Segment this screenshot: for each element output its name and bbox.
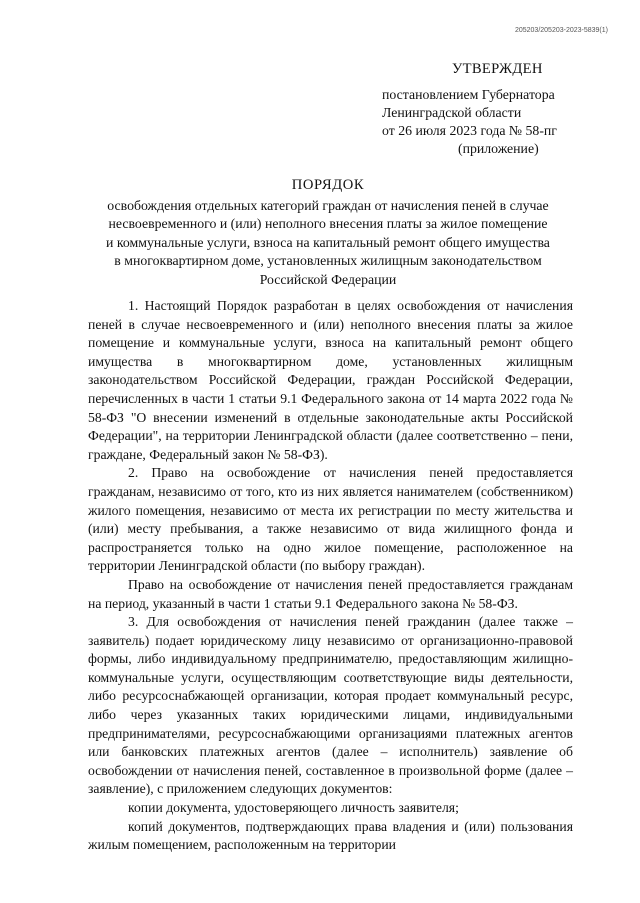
approval-stamp <box>382 60 602 158</box>
approval-line: постановлением Губернатора <box>382 87 555 102</box>
title-line: освобождения отдельных категорий граждан от начисления пеней в случае <box>107 197 549 213</box>
document-id: 205203/205203-2023-5839(1) <box>514 27 608 34</box>
title-heading: ПОРЯДОК <box>291 177 365 193</box>
paragraph-2-continued: Право на освобождение от начисления пеней предоставляется гражданам на период, указанный в части 1 статьи 9.1 Федерального закона № 58-ФЗ. <box>88 576 573 611</box>
paragraph-1: 1. Настоящий Порядок разработан в целях освобождения от начисления пеней в случае несвоевременного и (или) неполного внесения платы за жилое помещение и коммунальные услуги, взноса на капитальный ремонт общего имущества в многоквартирном доме, установленных жилищным законодательством Российской Федерации, граждан Российской Федерации, перечисленных в части 1 статьи 9.1 Федерального закона от 14 марта 2022 года № 58-ФЗ "О внесении изменений в отдельные законодательные акты Российской Федерации", на территории Ленинградской области (далее соответственно – пени, граждане, Федеральный закон № 58-ФЗ). <box>88 298 573 462</box>
list-item-property-docs: копий документов, подтверждающих права владения и (или) пользования жилым помещением, расположенным на территории <box>88 818 573 853</box>
title-line: и коммунальные услуги, взноса на капитальный ремонт общего имущества <box>106 234 550 250</box>
list-item-id-copy: копии документа, удостоверяющего личность заявителя; <box>128 800 459 816</box>
approval-heading: УТВЕРЖДЕН <box>452 61 543 77</box>
paragraph-2: 2. Право на освобождение от начисления пеней предоставляется гражданам, независимо от того, кто из них является нанимателем (собственником) жилого помещения, независимо от места их регистрации по месту жительства и (или) месту пребывания, а также независимо от вида жилищного фонда и распространяется только на одно жилое помещение, расположенное на территории Ленинградской области (по выбору граждан). <box>88 465 573 574</box>
title-line: несвоевременного и (или) неполного внесения платы за жилое помещение <box>108 216 548 231</box>
approval-line: Ленинградской области <box>382 105 522 120</box>
approval-line: от 26 июля 2023 года № 58-пг <box>382 123 557 138</box>
title-line: Российской Федерации <box>259 271 397 287</box>
document-title <box>88 176 568 289</box>
title-line: в многоквартирном доме, установленных жилищным законодательством <box>114 253 542 268</box>
document-body <box>88 297 573 855</box>
approval-appendix: (приложение) <box>458 141 539 156</box>
paragraph-3: 3. Для освобождения от начисления пеней гражданин (далее также – заявитель) подает юридическому лицу независимо от организационно-правовой формы, либо индивидуальному предпринимателю, предоставляющим жилищно-коммунальные услуги, осуществляющим соответствующие виды деятельности, либо ресурсоснабжающей организации, которая продает коммунальный ресурс, либо через указанных таких юридическими лицами, индивидуальными предпринимателями, ресурсоснабжающими организациями платежных агентов или банковских платежных агентов (далее – исполнитель) заявление об освобождении от начисления пеней, составленное в произвольной форме (далее – заявление), с приложением следующих документов: <box>88 614 573 797</box>
